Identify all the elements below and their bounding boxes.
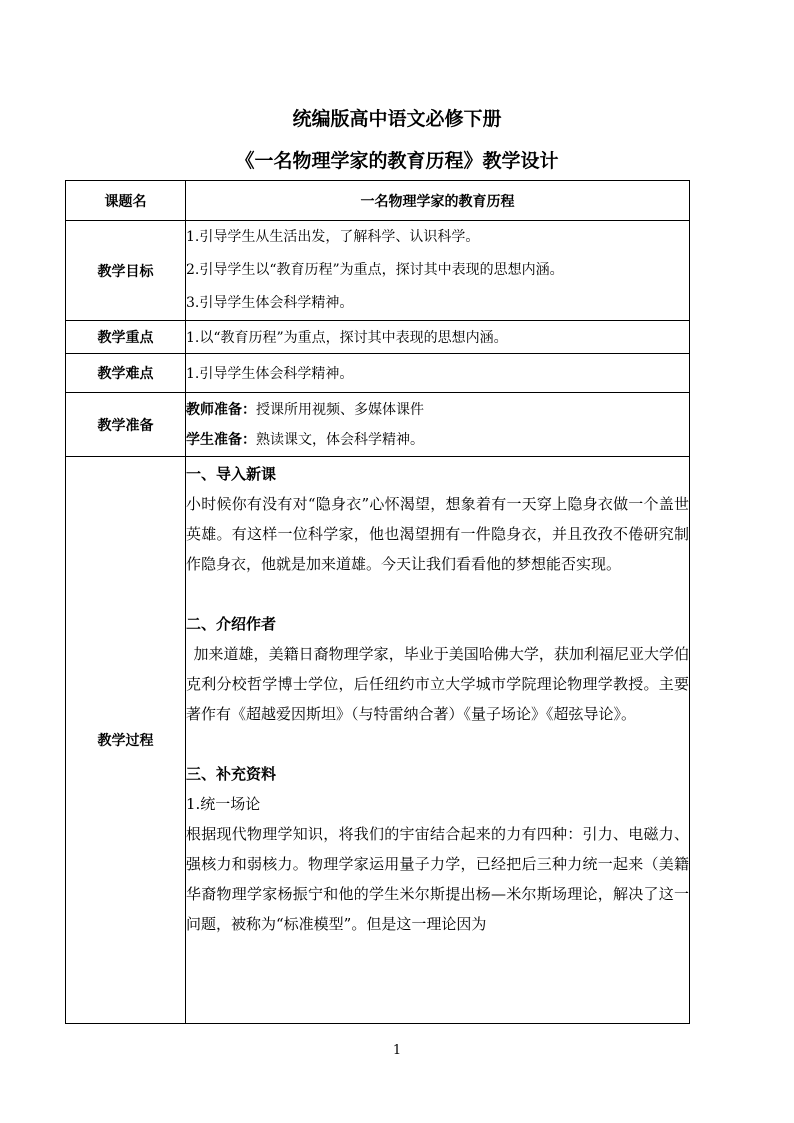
section2-text: 加来道雄，美籍日裔物理学家，毕业于美国哈佛大学，获加利福尼亚大学伯克利分校哲学博士学位，后任纽约市立大学城市学院理论物理学教授。主要著作有《超越爱因斯坦》（与特雷纳合著）《量子场论》《超弦导论》。 bbox=[186, 645, 689, 723]
teacher-prep-label: 教师准备： bbox=[186, 401, 256, 418]
topic-label: 课题名 bbox=[66, 181, 186, 221]
objective-item: 2.引导学生以“教育历程”为重点，探讨其中表现的思想内涵。 bbox=[186, 262, 564, 278]
table-row-preparation bbox=[66, 393, 690, 457]
topic-value: 一名物理学家的教育历程 bbox=[186, 181, 690, 221]
table-row-process bbox=[66, 457, 690, 1024]
objectives-content bbox=[186, 221, 690, 321]
teacher-prep-value: 授课所用视频、多媒体课件 bbox=[256, 401, 424, 418]
student-prep-value: 熟读课文，体会科学精神。 bbox=[256, 431, 424, 448]
table-row-key-points bbox=[66, 321, 690, 354]
key-points-value: 1.以“教育历程”为重点，探讨其中表现的思想内涵。 bbox=[186, 321, 690, 354]
section3-subheading: 1.统一场论 bbox=[186, 795, 261, 813]
preparation-label: 教学准备 bbox=[66, 393, 186, 457]
objectives-label: 教学目标 bbox=[66, 221, 186, 321]
document-subtitle: 《一名物理学家的教育历程》教学设计 bbox=[235, 150, 559, 172]
student-prep-label: 学生准备： bbox=[186, 431, 256, 448]
page-number: 1 bbox=[392, 1043, 402, 1058]
table-row-difficulties bbox=[66, 354, 690, 393]
key-points-label: 教学重点 bbox=[66, 321, 186, 354]
difficulties-label: 教学难点 bbox=[66, 354, 186, 393]
table-row-objectives bbox=[66, 221, 690, 321]
difficulties-value: 1.引导学生体会科学精神。 bbox=[186, 354, 690, 393]
section1-heading: 一、导入新课 bbox=[186, 465, 277, 483]
objective-item: 3.引导学生体会科学精神。 bbox=[186, 295, 354, 311]
lesson-plan-table bbox=[65, 180, 690, 1024]
section3-text: 根据现代物理学知识，将我们的宇宙结合起来的力有四种：引力、电磁力、强核力和弱核力。物理学家运用量子力学，已经把后三种力统一起来（美籍华裔物理学家杨振宁和他的学生米尔斯提出杨—米尔斯场理论，解决了这一问题，被称为“标准模型”。但是这一理论因为 bbox=[186, 825, 689, 933]
section3-heading: 三、补充资料 bbox=[186, 765, 277, 783]
preparation-content bbox=[186, 393, 690, 457]
section1-text: 小时候你有没有对“隐身衣”心怀渴望，想象着有一天穿上隐身衣做一个盖世英雄。有这样一位科学家，他也渴望拥有一件隐身衣，并且孜孜不倦研究制作隐身衣，他就是加来道雄。今天让我们看看他的梦想能否实现。 bbox=[186, 495, 689, 573]
table-row-topic bbox=[66, 181, 690, 221]
document-title: 统编版高中语文必修下册 bbox=[292, 108, 502, 130]
process-label: 教学过程 bbox=[66, 457, 186, 1024]
objective-item: 1.引导学生从生活出发，了解科学、认识科学。 bbox=[186, 229, 480, 245]
process-content bbox=[186, 457, 690, 1024]
section2-heading: 二、介绍作者 bbox=[186, 615, 277, 633]
